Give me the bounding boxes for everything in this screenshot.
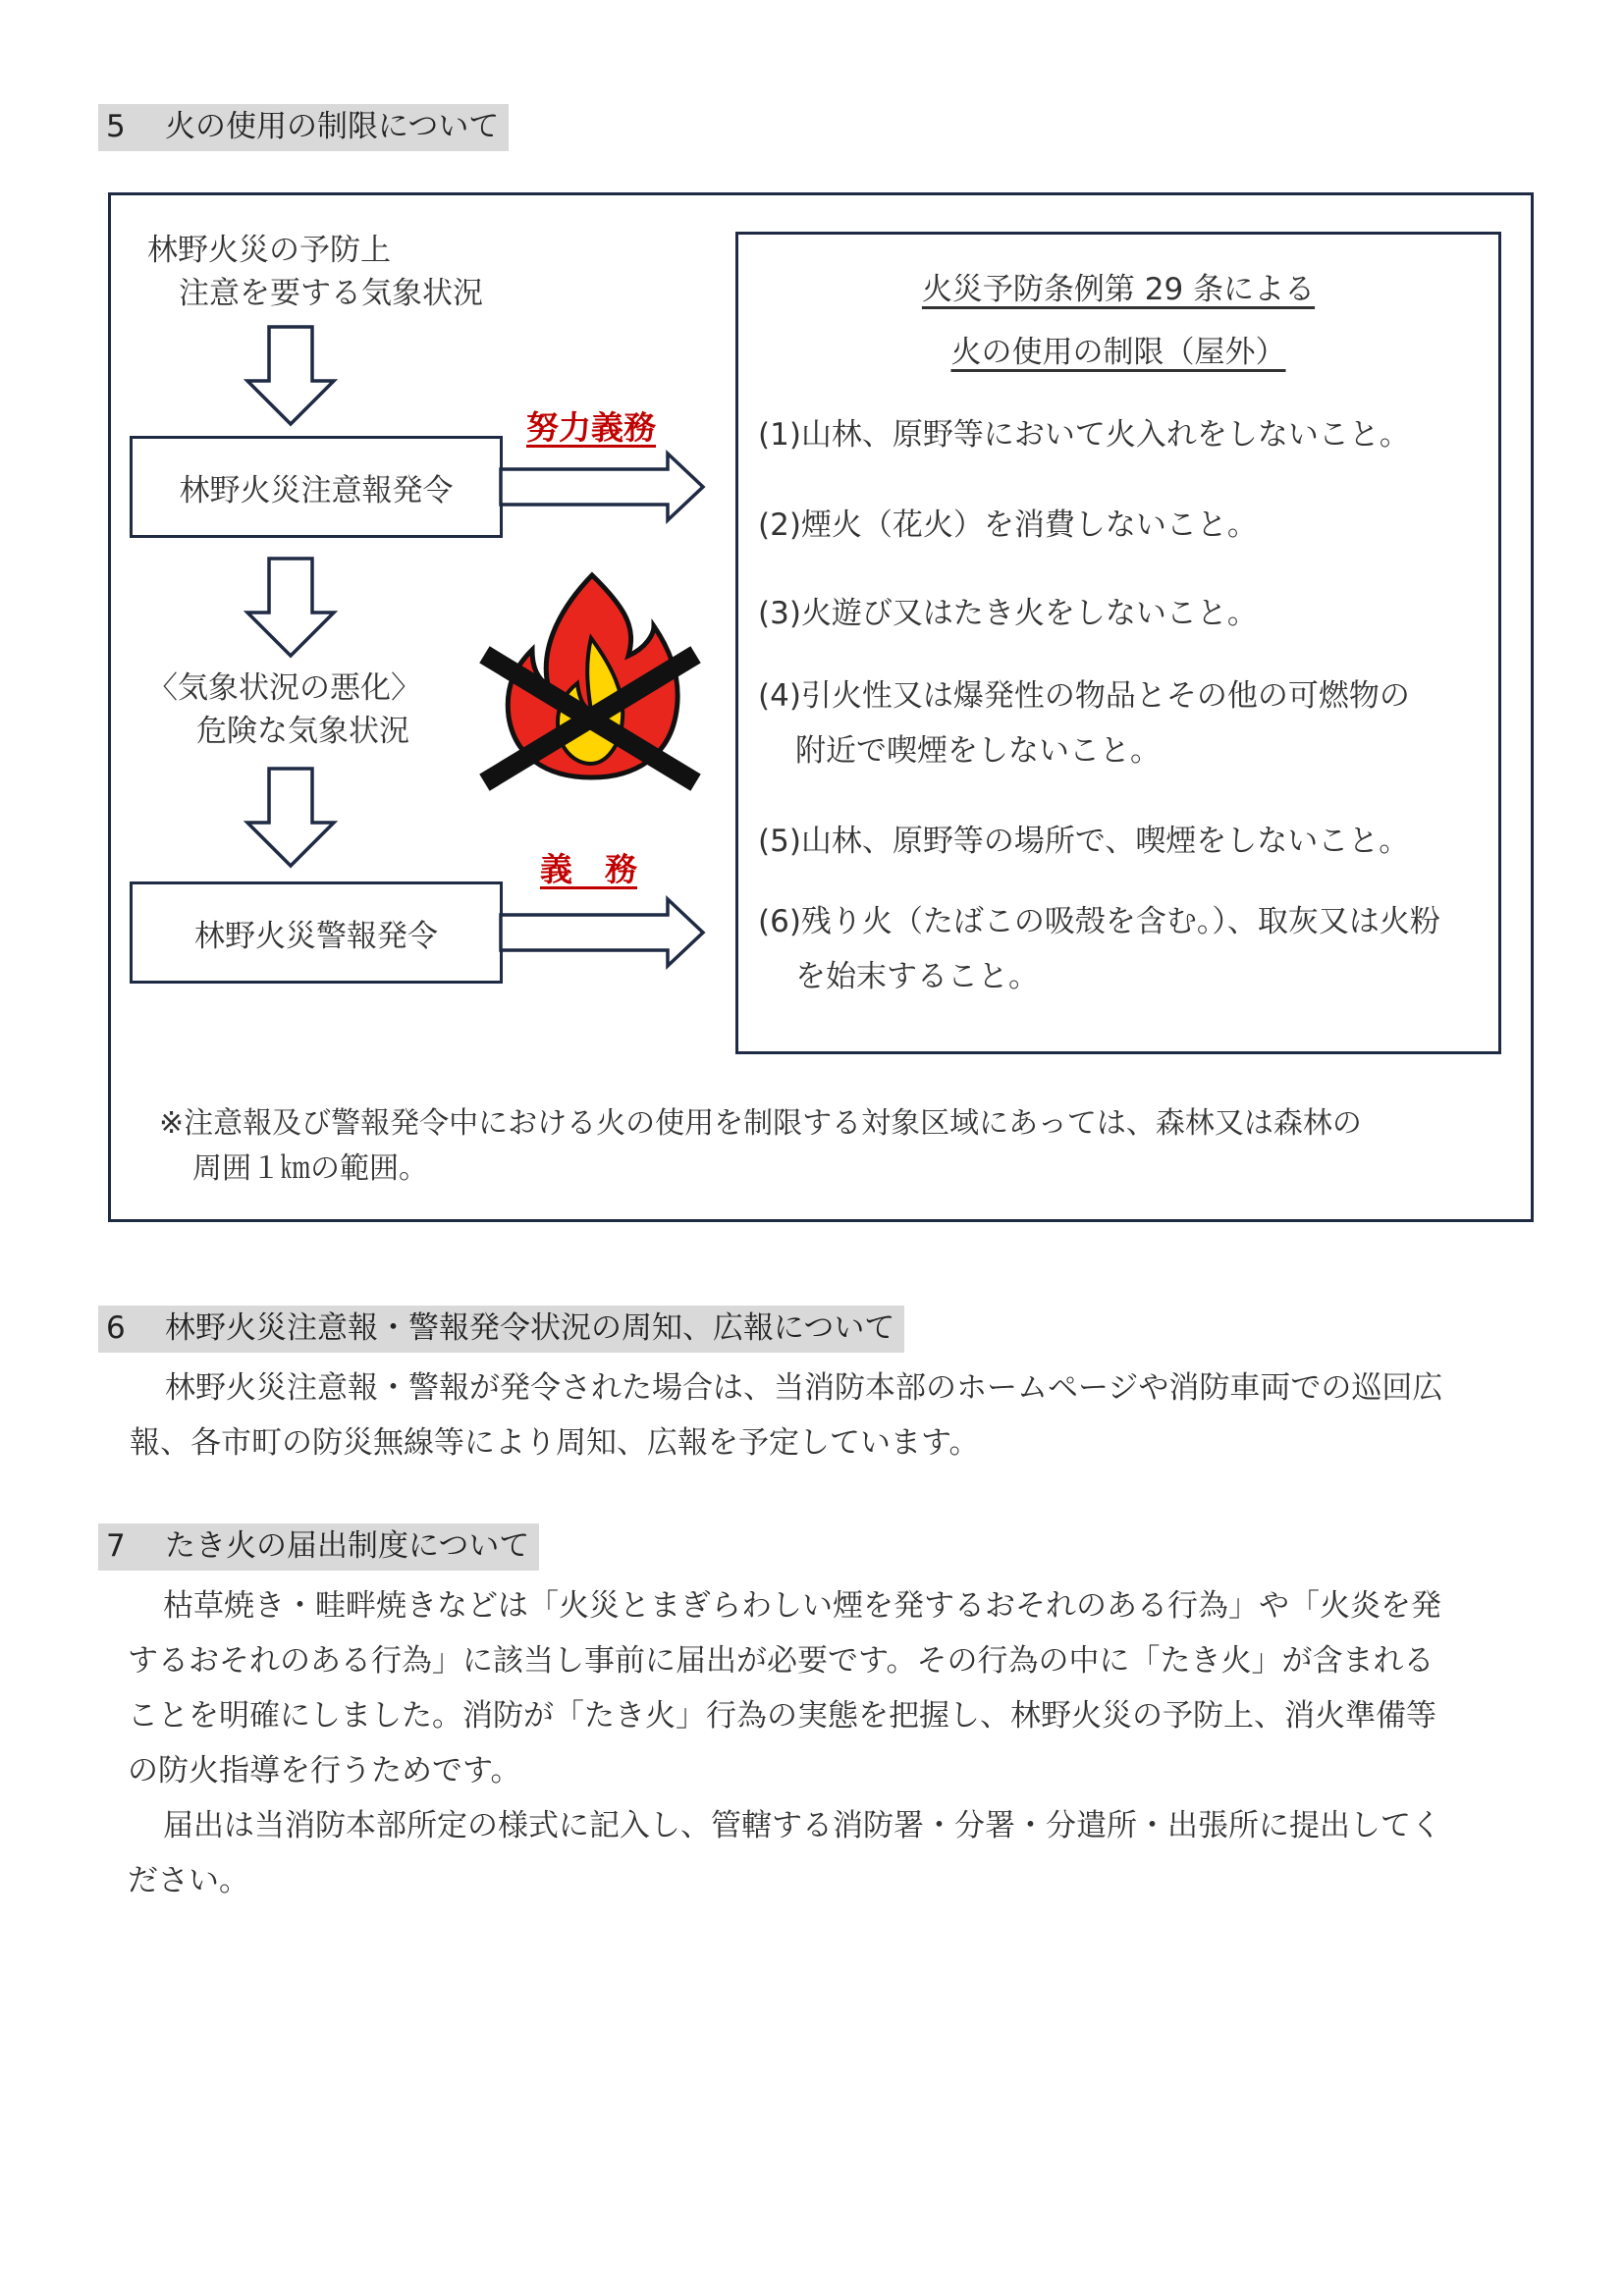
- restriction-area-note: ※注意報及び警報発令中における火の使用を制限する対象区域にあっては、森林又は森林の 周囲１㎞の範囲。: [159, 1106, 1362, 1186]
- condition1-line2: 注意を要する気象状況: [179, 276, 483, 311]
- section5-title: 火の使用の制限について: [165, 109, 500, 144]
- restriction-item-3: (3)火遊び又はたき火をしないこと。: [758, 596, 1258, 631]
- section6-paragraph: 林野火災注意報・警報が発令された場合は、当消防本部のホームページや消防車両での巡回広 報、各市町の防災無線等により周知、広報を予定しています。: [130, 1370, 1443, 1461]
- restrictions-title-line2: 火の使用の制限（屋外）: [950, 335, 1286, 370]
- advisory-box: 林野火災注意報発令: [130, 436, 503, 538]
- section7-title: たき火の届出制度について: [165, 1528, 530, 1564]
- down-arrow-icon: [242, 324, 340, 428]
- no-fire-icon: [489, 569, 691, 785]
- condition2-line1: 〈気象状況の悪化〉: [147, 670, 421, 706]
- right-arrow-icon: [501, 895, 707, 970]
- section6-title: 林野火災注意報・警報発令状況の周知、広報について: [165, 1310, 895, 1346]
- condition2-line2: 危険な気象状況: [196, 714, 409, 749]
- section7-paragraph-1: 枯草焼き・畦畔焼きなどは「火災とまぎらわしい煙を発するおそれのある行為」や「火炎を発 するおそれのある行為」に該当し事前に届出が必要です。その行為の中に「たき火」が含まれる ことを明確にしました。消防が「たき火」行為の実態を把握し、林野火災の予防上、消火準備等 の防火指導を行うためです。: [128, 1588, 1441, 1789]
- restriction-item-4: (4)引火性又は爆発性の物品とその他の可燃物の 附近で喫煙をしないこと。: [758, 678, 1410, 769]
- section7-number: 7: [106, 1528, 126, 1564]
- restriction-item-5: (5)山林、原野等の場所で、喫煙をしないこと。: [758, 824, 1410, 859]
- down-arrow-icon: [242, 556, 340, 660]
- section7-heading: [98, 1523, 539, 1571]
- down-arrow-icon: [242, 766, 340, 870]
- restriction-item-1: (1)山林、原野等において火入れをしないこと。: [758, 417, 1410, 453]
- section6-number: 6: [106, 1310, 126, 1346]
- section7-paragraph-2: 届出は当消防本部所定の様式に記入し、管轄する消防署・分署・分遣所・出張所に提出してく ださい。: [128, 1808, 1441, 1898]
- effort-duty-label: 努力義務: [526, 408, 656, 447]
- section6-heading: [98, 1306, 904, 1353]
- warning-box: 林野火災警報発令: [130, 881, 503, 984]
- restrictions-title-line1: 火災予防条例第 29 条による: [921, 272, 1316, 307]
- right-arrow-icon: [501, 450, 707, 524]
- section5-heading: [98, 104, 509, 151]
- condition1-line1: 林野火災の予防上: [147, 233, 391, 268]
- section5-number: 5: [106, 109, 126, 144]
- duty-label: 義 務: [540, 850, 637, 888]
- restrictions-box: [735, 232, 1501, 1054]
- restriction-item-2: (2)煙火（花火）を消費しないこと。: [758, 507, 1258, 543]
- restriction-item-6: (6)残り火（たばこの吸殻を含む。）、取灰又は火粉 を始末すること。: [758, 904, 1440, 994]
